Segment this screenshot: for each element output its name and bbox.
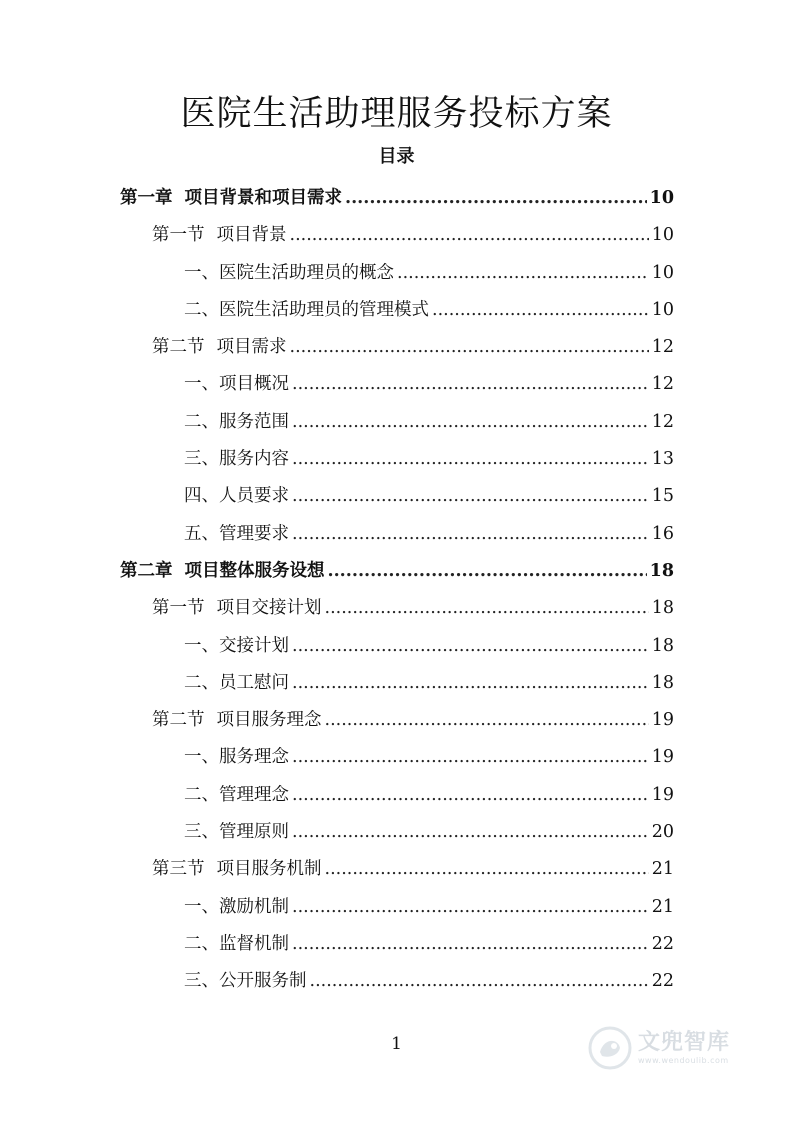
toc-entry[interactable] xyxy=(120,553,674,590)
toc-entry[interactable] xyxy=(120,628,674,665)
dot-leader xyxy=(292,889,649,926)
dot-leader xyxy=(292,814,649,851)
toc-entry-number: 一、 xyxy=(184,896,219,917)
page-number: 1 xyxy=(391,1034,402,1054)
dot-leader xyxy=(292,478,649,515)
dot-leader xyxy=(292,366,649,403)
watermark xyxy=(588,1020,768,1076)
toc-entry[interactable] xyxy=(120,329,674,366)
toc-entry-number: 二、 xyxy=(184,299,219,320)
toc-entry-number: 一、 xyxy=(184,374,219,395)
toc-entry[interactable] xyxy=(120,590,674,627)
dot-leader xyxy=(397,255,649,292)
dot-leader xyxy=(292,777,649,814)
toc-entry-page: 12 xyxy=(651,337,674,358)
toc-entry-page: 10 xyxy=(651,225,674,246)
document-title: 医院生活助理服务投标方案 xyxy=(180,94,613,134)
toc-entry[interactable] xyxy=(120,926,674,963)
dot-leader xyxy=(292,404,649,441)
toc-entry[interactable] xyxy=(120,814,674,851)
toc-entry-number: 三、 xyxy=(184,822,219,843)
wendou-logo-icon xyxy=(588,1026,632,1070)
toc-entry-page: 13 xyxy=(651,449,674,470)
toc-entry[interactable] xyxy=(120,889,674,926)
toc-entry-title: 项目需求 xyxy=(216,337,287,358)
toc-entry-title: 服务范围 xyxy=(219,411,289,432)
toc-entry-number: 一、 xyxy=(184,635,219,656)
toc-entry-title: 人员要求 xyxy=(219,486,289,507)
toc-entry-page: 19 xyxy=(651,784,674,805)
watermark-url: www.wendoulib.com xyxy=(638,1056,729,1065)
toc-entry-page: 15 xyxy=(651,486,674,507)
toc-entry-title: 项目服务理念 xyxy=(216,710,322,731)
dot-leader xyxy=(292,926,649,963)
toc-entry-number: 一、 xyxy=(184,262,219,283)
toc-entry-number: 第一节 xyxy=(152,225,205,246)
toc-entry-number: 三、 xyxy=(184,449,219,470)
toc-entry[interactable] xyxy=(120,739,674,776)
dot-leader xyxy=(292,628,649,665)
toc-entry[interactable] xyxy=(120,478,674,515)
toc-entry-page: 21 xyxy=(651,896,674,917)
toc-entry-page: 10 xyxy=(651,262,674,283)
toc-entry-page: 18 xyxy=(651,635,674,656)
toc-entry[interactable] xyxy=(120,777,674,814)
dot-leader xyxy=(290,217,649,254)
toc-entry-title: 医院生活助理员的概念 xyxy=(219,262,394,283)
toc-entry-title: 管理理念 xyxy=(219,784,289,805)
toc-entry-number: 第二节 xyxy=(152,337,205,358)
toc-entry[interactable] xyxy=(120,366,674,403)
toc-entry-number: 第二章 xyxy=(120,560,173,581)
toc-entry-title: 激励机制 xyxy=(219,896,289,917)
dot-leader xyxy=(345,180,647,217)
toc-entry-title: 管理原则 xyxy=(219,822,289,843)
toc-entry-page: 12 xyxy=(651,411,674,432)
dot-leader xyxy=(325,702,649,739)
toc-entry-page: 19 xyxy=(651,747,674,768)
toc-entry-page: 10 xyxy=(651,299,674,320)
toc-entry-title: 项目整体服务设想 xyxy=(184,560,325,581)
toc-entry-page: 19 xyxy=(651,710,674,731)
dot-leader xyxy=(292,516,649,553)
toc-entry-page: 22 xyxy=(651,933,674,954)
toc-entry-title: 服务理念 xyxy=(219,747,289,768)
dot-leader xyxy=(290,329,649,366)
dot-leader xyxy=(328,553,647,590)
toc-entry-title: 公开服务制 xyxy=(219,971,307,992)
toc-entry[interactable] xyxy=(120,255,674,292)
toc-entry-number: 二、 xyxy=(184,411,219,432)
toc-entry-title: 服务内容 xyxy=(219,449,289,470)
toc-entry-page: 12 xyxy=(651,374,674,395)
toc-entry-title: 项目背景 xyxy=(216,225,287,246)
toc-entry-number: 三、 xyxy=(184,971,219,992)
toc-entry-title: 项目交接计划 xyxy=(216,598,322,619)
dot-leader xyxy=(325,590,649,627)
toc-entry-page: 20 xyxy=(651,822,674,843)
toc-entry-page: 16 xyxy=(651,523,674,544)
toc-entry-number: 一、 xyxy=(184,747,219,768)
toc-entry[interactable] xyxy=(120,702,674,739)
toc-entry-title: 交接计划 xyxy=(219,635,289,656)
toc-entry[interactable] xyxy=(120,292,674,329)
toc-entry-title: 管理要求 xyxy=(219,523,289,544)
toc-entry-page: 21 xyxy=(651,859,674,880)
dot-leader xyxy=(292,665,649,702)
dot-leader xyxy=(432,292,649,329)
toc-entry-title: 项目背景和项目需求 xyxy=(184,188,342,208)
toc-entry-number: 四、 xyxy=(184,486,219,507)
toc-entry-number: 二、 xyxy=(184,672,219,693)
toc-entry-page: 18 xyxy=(651,598,674,619)
toc-entry-number: 第一章 xyxy=(120,188,173,208)
toc-entry-number: 二、 xyxy=(184,784,219,805)
toc-entry-number: 第一节 xyxy=(152,598,205,619)
toc-entry-page: 18 xyxy=(651,672,674,693)
toc-entry-number: 二、 xyxy=(184,933,219,954)
toc-entry[interactable] xyxy=(120,441,674,478)
toc-entry-number: 第二节 xyxy=(152,710,205,731)
toc-entry-page: 22 xyxy=(651,971,674,992)
toc-entry-title: 项目概况 xyxy=(219,374,289,395)
toc-entry[interactable] xyxy=(120,404,674,441)
toc-entry-page: 10 xyxy=(649,188,674,208)
toc-entry-title: 员工慰问 xyxy=(219,672,289,693)
toc-entry[interactable] xyxy=(120,217,674,254)
dot-leader xyxy=(292,441,649,478)
toc-entry-number: 第三节 xyxy=(152,859,205,880)
toc-entry-title: 监督机制 xyxy=(219,933,289,954)
toc-entry[interactable] xyxy=(120,963,674,1000)
toc-entry-title: 项目服务机制 xyxy=(216,859,322,880)
toc-heading: 目录 xyxy=(378,146,415,167)
watermark-name: 文兜智库 xyxy=(638,1030,731,1055)
toc-entry-page: 18 xyxy=(649,560,674,581)
toc-entry[interactable] xyxy=(120,665,674,702)
table-of-contents xyxy=(120,180,674,1001)
dot-leader xyxy=(310,963,649,1000)
dot-leader xyxy=(292,739,649,776)
toc-entry[interactable] xyxy=(120,851,674,888)
toc-entry[interactable] xyxy=(120,516,674,553)
toc-entry[interactable] xyxy=(120,180,674,217)
dot-leader xyxy=(325,851,649,888)
toc-entry-title: 医院生活助理员的管理模式 xyxy=(219,299,429,320)
toc-entry-number: 五、 xyxy=(184,523,219,544)
